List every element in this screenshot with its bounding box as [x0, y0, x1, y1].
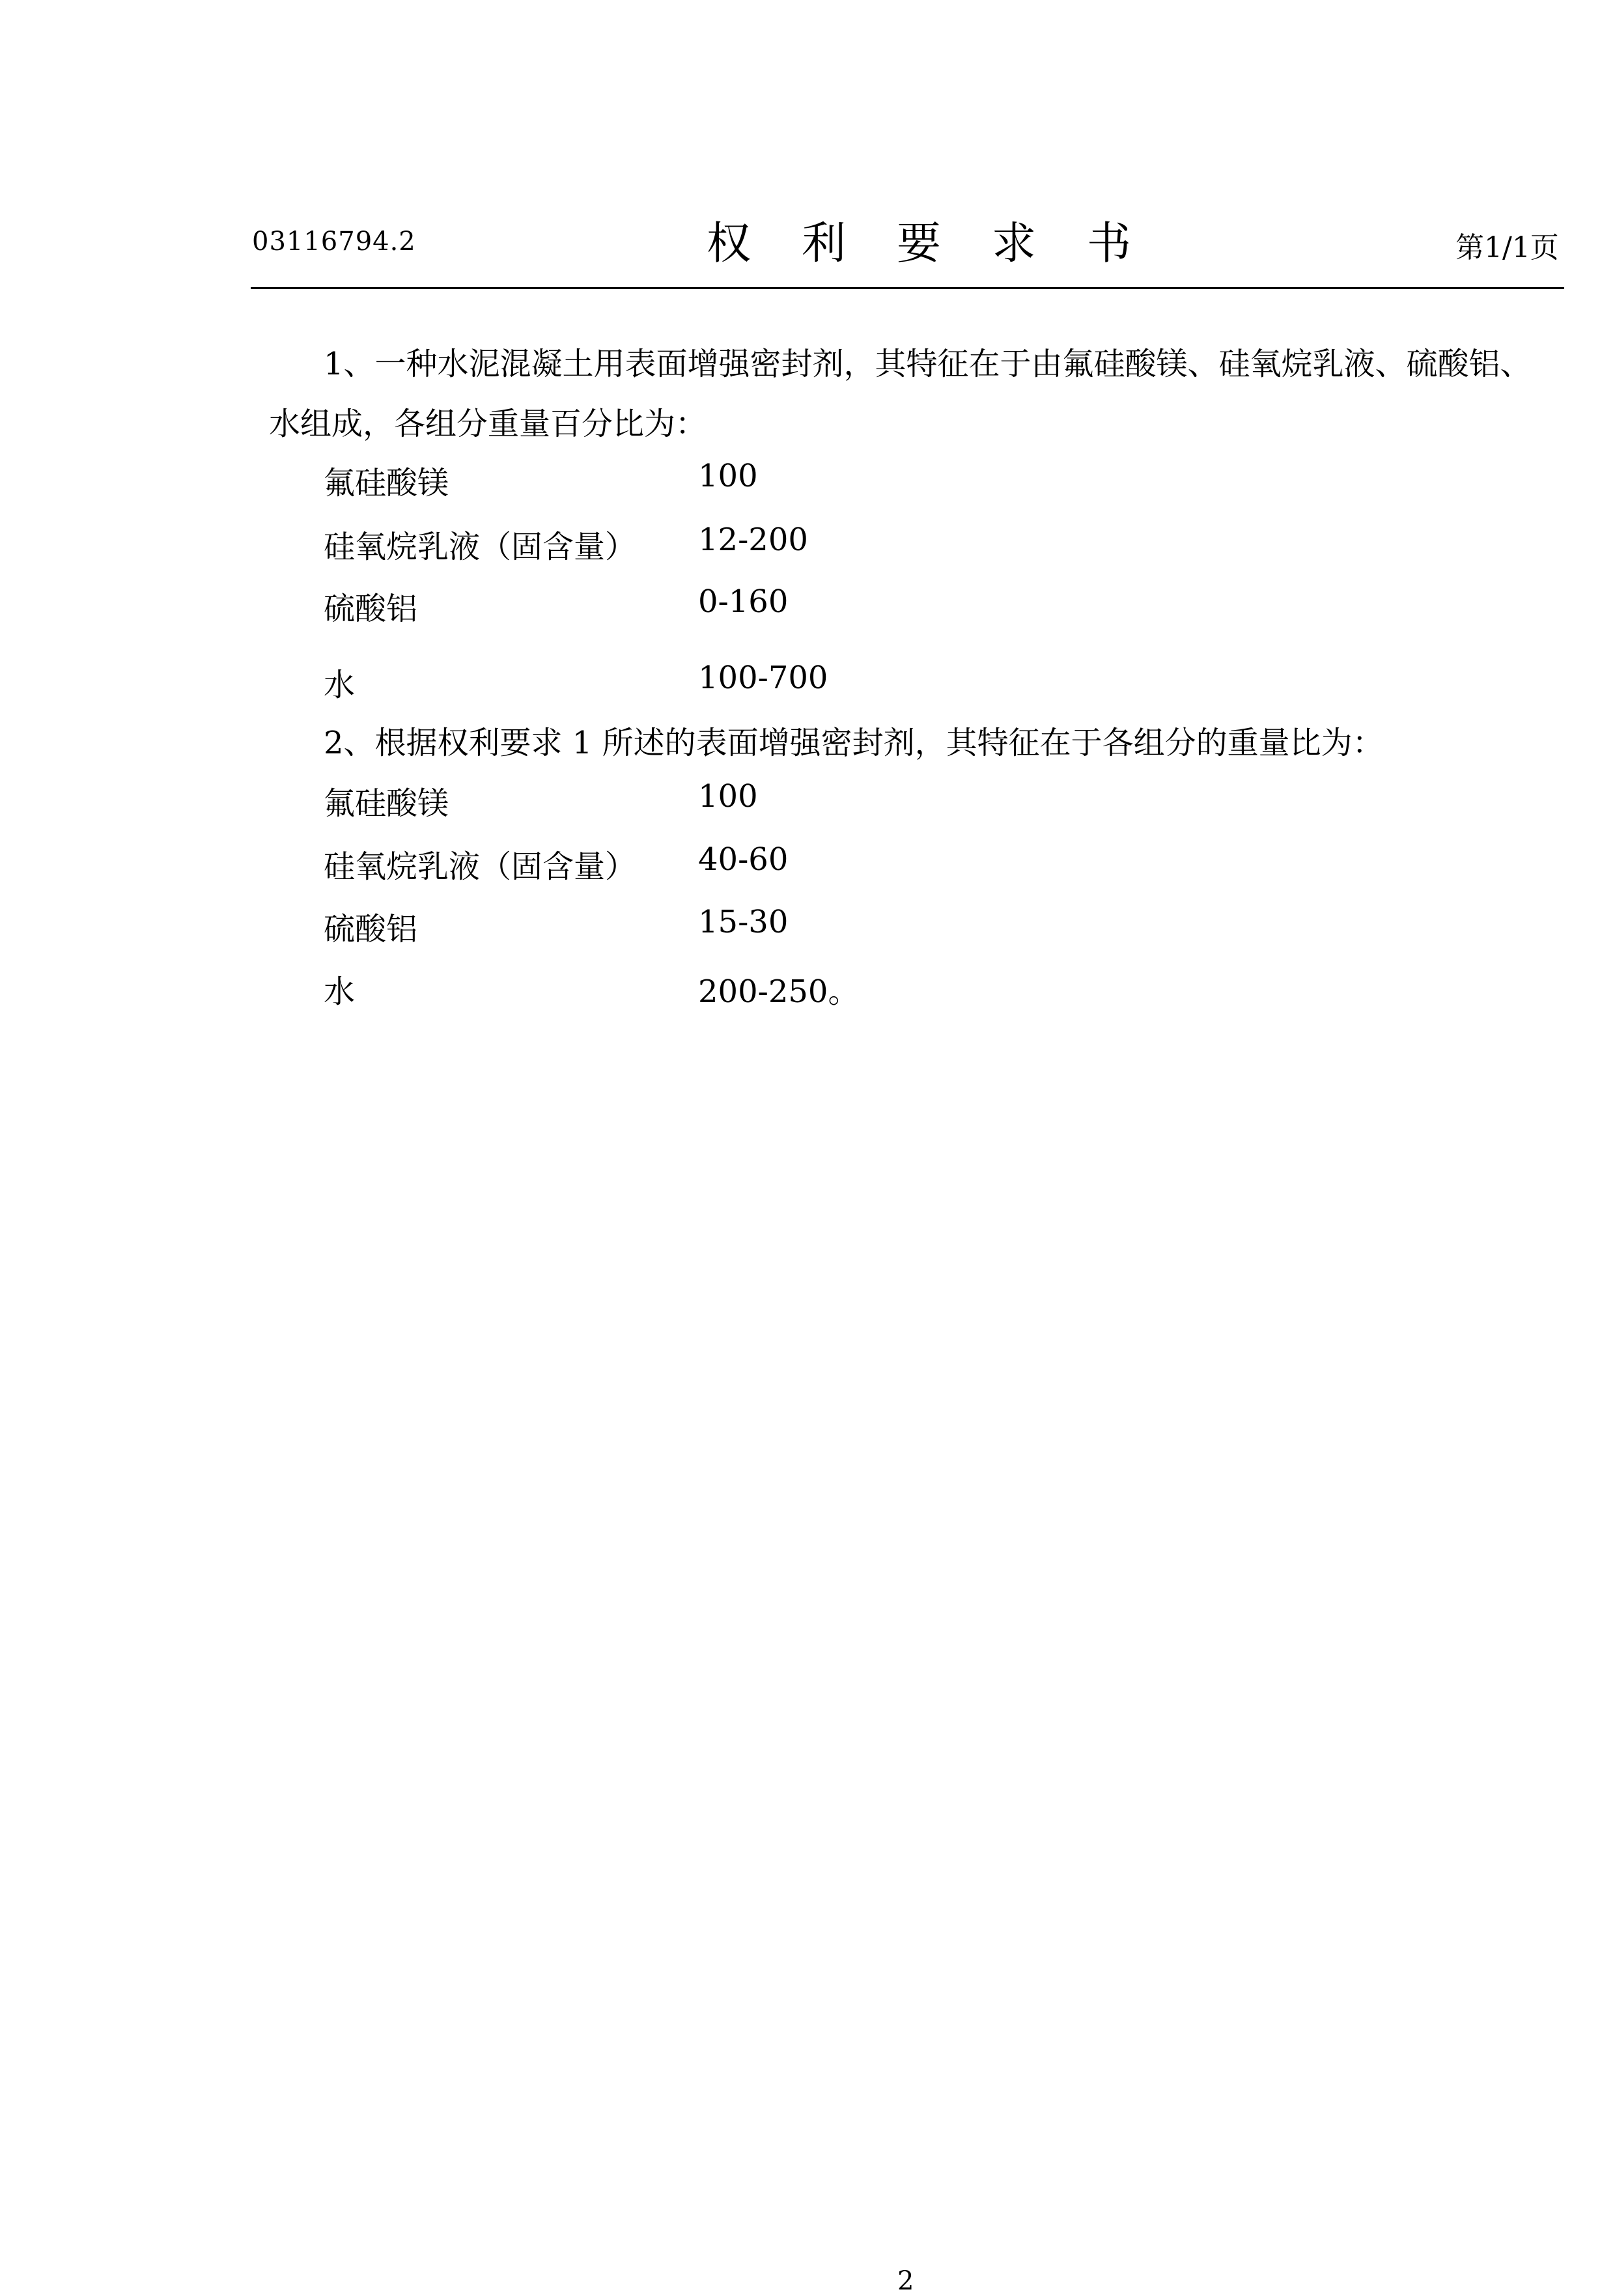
claim-2-component-value: 40-60 [698, 841, 789, 878]
claim-1-intro-line-2: 水组成，各组分重量百分比为： [269, 406, 707, 442]
claim-2-intro-line-1: 2、根据权利要求 1 所述的表面增强密封剂，其特征在于各组分的重量比为： [324, 725, 1384, 761]
claim-2-component-name: 硅氧烷乳液（固含量） [324, 848, 637, 885]
header-divider [251, 287, 1564, 289]
claim-1-component-value: 0-160 [698, 583, 789, 620]
claim-1-component-value: 100 [698, 458, 758, 494]
page-number: 2 [897, 2266, 914, 2296]
claim-1-component-value: 12-200 [698, 522, 808, 558]
application-number: 03116794.2 [252, 227, 416, 257]
claim-2-component-value: 15-30 [698, 904, 789, 940]
claim-1-component-value: 100-700 [698, 660, 828, 696]
page-indicator: 第1/1页 [1455, 231, 1559, 264]
claim-2-component-value: 200-250。 [698, 973, 860, 1010]
claim-1-component-name: 硫酸铝 [324, 591, 418, 627]
claim-2-component-value: 100 [698, 778, 758, 815]
claim-1-component-name: 水 [324, 667, 356, 703]
claim-1-component-name: 氟硅酸镁 [324, 465, 449, 501]
claim-2-component-name: 氟硅酸镁 [324, 785, 449, 822]
document-title: 权利要求书 [707, 218, 1183, 270]
claim-1-component-name: 硅氧烷乳液（固含量） [324, 529, 637, 565]
claim-2-component-name: 水 [324, 973, 356, 1010]
claim-1-intro-line-1: 1、一种水泥混凝土用表面增强密封剂，其特征在于由氟硅酸镁、硅氧烷乳液、硫酸铝、 [324, 346, 1532, 382]
claim-2-component-name: 硫酸铝 [324, 911, 418, 947]
